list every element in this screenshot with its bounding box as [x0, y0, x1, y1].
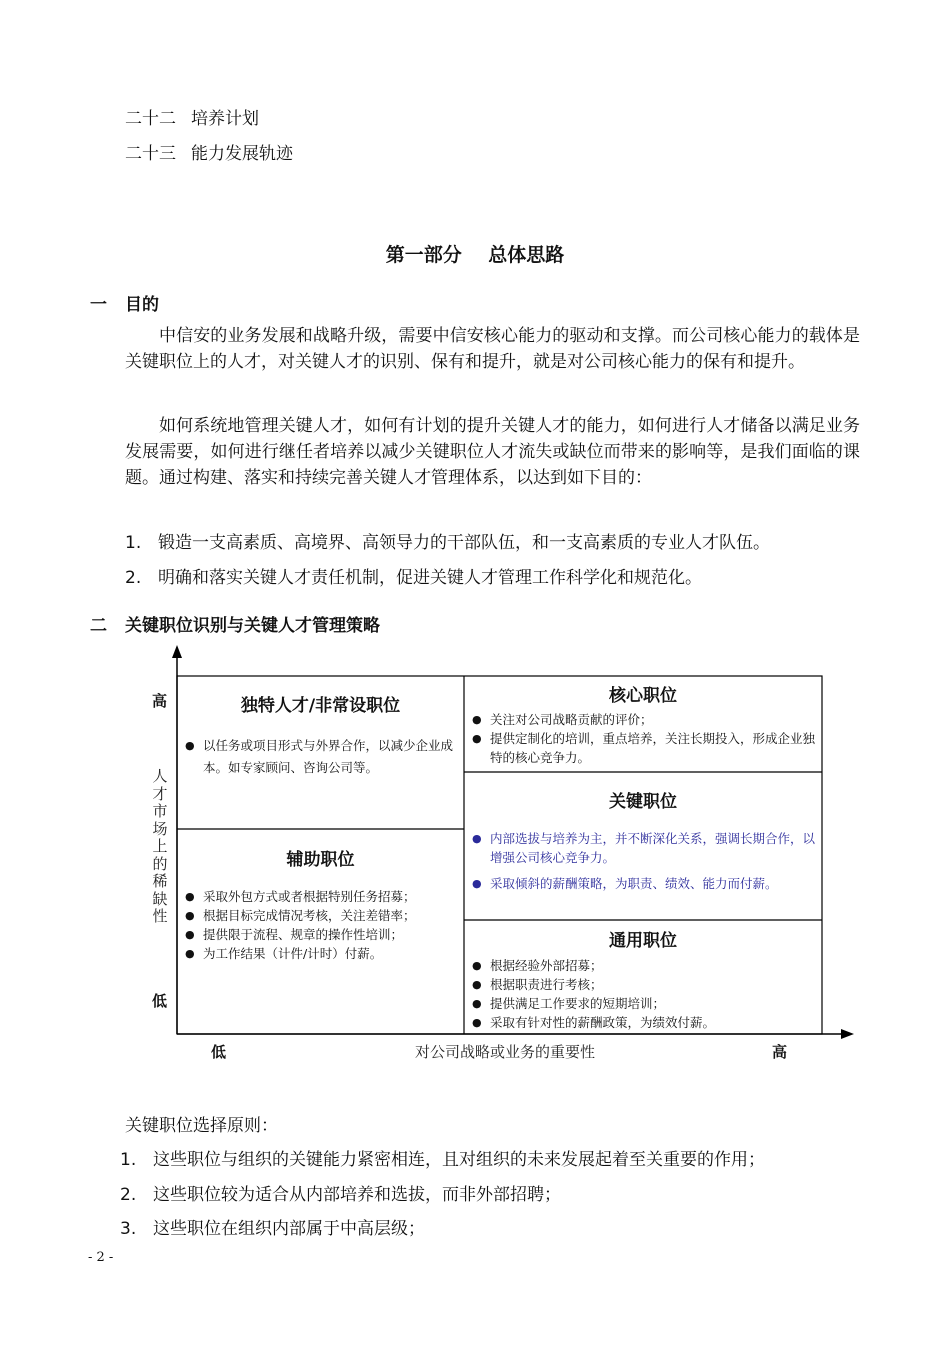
quadrant-title: 独特人才/非常设职位: [240, 696, 401, 716]
list-number: 3.: [120, 1219, 137, 1239]
quadrant-general: [464, 920, 822, 1034]
paragraph: 如何系统地管理关键人才，如何有计划的提升关键人才的能力，如何进行人才储备以满足业务发展需要，如何进行继任者培养以减少关键职位人才流失或缺位而带来的影响等，是我们面临的课题。通过构建、落实和持续完善关键人才管理体系，以达到如下目的：: [125, 416, 860, 488]
x-axis-label: 对公司战略或业务的重要性: [414, 1043, 595, 1061]
bullet-item: ● 采取有针对性的薪酬政策，为绩效付薪。: [472, 1013, 816, 1032]
quadrant-title: 通用职位: [609, 931, 677, 951]
y-axis-low: 低: [152, 992, 168, 1010]
list-text: 这些职位与组织的关键能力紧密相连，且对组织的未来发展起着至关重要的作用；: [153, 1150, 765, 1170]
bullet-item: ● 根据经验外部招募；: [472, 956, 816, 975]
y-axis-high: 高: [152, 692, 168, 710]
bullet-item: ● 提供满足工作要求的短期培训；: [472, 994, 816, 1013]
list-item: [120, 1214, 860, 1239]
bullet-item: ● 采取倾斜的薪酬策略，为职责、绩效、能力而付薪。: [472, 874, 816, 893]
quadrant-core: [464, 676, 822, 772]
list-item: [120, 1180, 860, 1205]
list-text: 这些职位较为适合从内部培养和选拔，而非外部招聘；: [153, 1185, 561, 1205]
principles-heading: 关键职位选择原则：: [125, 1116, 278, 1136]
bullet-item: ● 采取外包方式或者根据特别任务招募；: [185, 887, 460, 906]
y-axis-label: 人才市场上的稀缺性: [152, 767, 168, 925]
bullet-item: ● 根据目标完成情况考核，关注差错率；: [185, 906, 460, 925]
list-number: 1.: [120, 1150, 137, 1170]
list-number: 1.: [125, 533, 142, 553]
paragraph: 中信安的业务发展和战略升级，需要中信安核心能力的驱动和支撑。而公司核心能力的载体是关键职位上的人才，对关键人才的识别、保有和提升，就是对公司核心能力的保有和提升。: [125, 326, 860, 372]
section-title: 关键职位识别与关键人才管理策略: [125, 616, 380, 636]
bullet-item: ● 提供限于流程、规章的操作性培训；: [185, 925, 460, 944]
toc-number: 二十三: [125, 144, 176, 164]
bullet-item: ● 关注对公司战略贡献的评价；: [472, 710, 816, 729]
quadrant-title: 核心职位: [609, 686, 677, 706]
toc-title: 培养计划: [191, 109, 259, 129]
toc-number: 二十二: [125, 109, 176, 129]
bullet-item: ● 为工作结果（计件/计时）付薪。: [185, 944, 460, 963]
x-axis-high: 高: [772, 1043, 788, 1061]
x-axis-low: 低: [211, 1043, 227, 1061]
bullet-item: ● 根据职责进行考核；: [472, 975, 816, 994]
list-text: 这些职位在组织内部属于中高层级；: [153, 1219, 425, 1239]
bullet-item: ● 内部选拔与培养为主，并不断深化关系，强调长期合作，以增强公司核心竞争力。: [472, 829, 816, 867]
list-text: 锻造一支高素质、高境界、高领导力的干部队伍，和一支高素质的专业人才队伍。: [158, 533, 770, 553]
quadrant-title: 关键职位: [609, 792, 677, 812]
part-title: 第一部分 总体思路: [385, 244, 565, 266]
section-number: 二: [90, 616, 107, 636]
toc-title: 能力发展轨迹: [191, 144, 293, 164]
section-number: 一: [90, 295, 107, 315]
list-number: 2.: [125, 568, 142, 588]
quadrant-unique: [177, 676, 464, 829]
list-number: 2.: [120, 1185, 137, 1205]
page-number: - 2 -: [88, 1250, 114, 1265]
quadrant-auxiliary: [177, 829, 464, 1034]
quadrant-title: 辅助职位: [286, 850, 355, 870]
bullet-item: ● 提供定制化的培训，重点培养，关注长期投入，形成企业独特的核心竞争力。: [472, 729, 816, 767]
list-text: 明确和落实关键人才责任机制，促进关键人才管理工作科学化和规范化。: [158, 568, 702, 588]
section-title: 目的: [125, 295, 159, 315]
bullet-item: ● 以任务或项目形式与外界合作，以减少企业成本。如专家顾问、咨询公司等。: [185, 735, 460, 779]
list-item: [120, 1145, 860, 1170]
quadrant-key: [464, 772, 822, 920]
